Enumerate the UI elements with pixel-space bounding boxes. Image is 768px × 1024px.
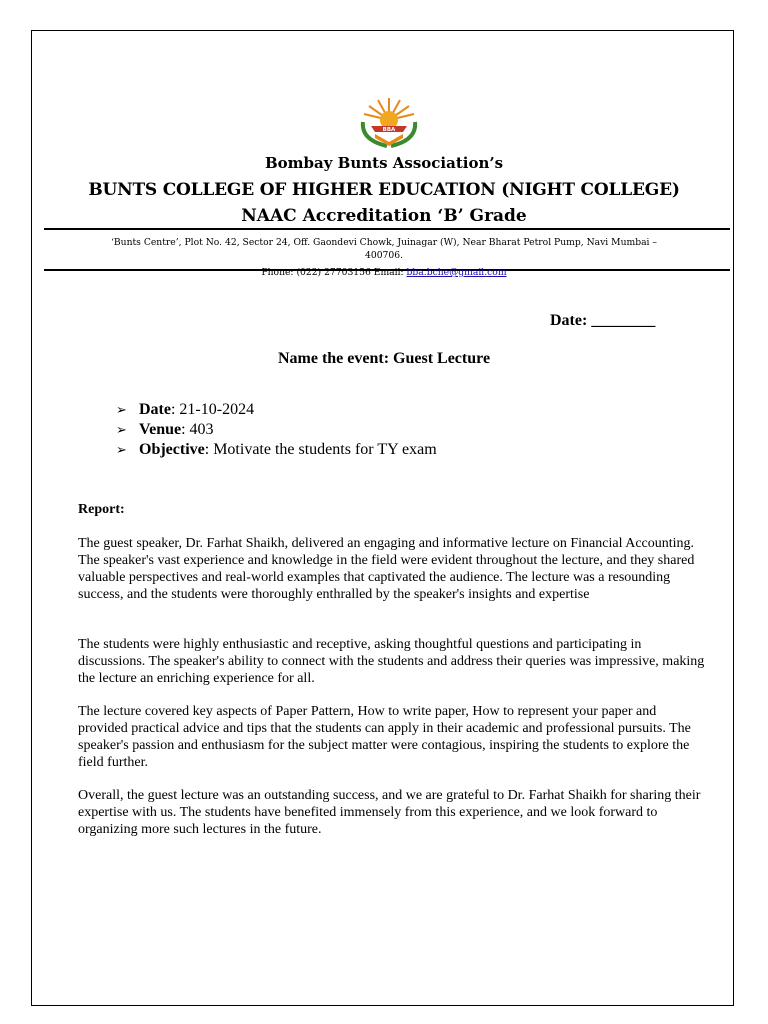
college-name: BUNTS COLLEGE OF HIGHER EDUCATION (NIGHT COLLEGE) bbox=[88, 180, 680, 200]
detail-objective bbox=[116, 440, 437, 460]
association-name: Bombay Bunts Association’s bbox=[264, 154, 504, 172]
detail-label: Venue bbox=[139, 421, 182, 438]
report-heading: Report: bbox=[78, 502, 125, 517]
logo-text: BBA bbox=[382, 127, 396, 133]
report-paragraph-2: The students were highly enthusiastic and receptive, asking thoughtful questions and participating in discussions. The speaker's ability to connect with the students and address their queries was impressive, making the lecture an enriching experience for all. bbox=[78, 637, 705, 686]
detail-label: Objective bbox=[139, 441, 205, 458]
detail-label: Date bbox=[139, 401, 171, 418]
arrow-bullet-icon: ➢ bbox=[116, 423, 127, 438]
detail-value: : 403 bbox=[181, 421, 214, 438]
header-rule-top bbox=[44, 228, 730, 230]
date-field: Date: ________ bbox=[550, 312, 656, 329]
event-details bbox=[116, 400, 437, 460]
detail-value: : Motivate the students for TY exam bbox=[204, 441, 437, 458]
page-border bbox=[31, 30, 734, 1006]
address bbox=[90, 236, 678, 262]
detail-date bbox=[116, 400, 437, 420]
arrow-bullet-icon: ➢ bbox=[116, 443, 127, 458]
event-name: Name the event: Guest Lecture bbox=[277, 350, 491, 367]
phone: Phone: (022) 27703156 Email: bbox=[261, 267, 407, 278]
report-paragraph-4: Overall, the guest lecture was an outstanding success, and we are grateful to Dr. Farhat Shaikh for sharing their expertise with us. The students have benefited immensely from this experience, and we look forward to organizing more such lectures in the future. bbox=[78, 788, 701, 837]
arrow-bullet-icon: ➢ bbox=[116, 403, 127, 418]
email-link[interactable]: bba.bche@gmail.com bbox=[406, 267, 507, 278]
college-logo bbox=[357, 96, 421, 150]
report-paragraph-3: The lecture covered key aspects of Paper Pattern, How to write paper, How to represent your paper and provided practical advice and tips that the students can apply in their academic and professional pursuits. The speaker's passion and enthusiasm for the subject matter were contagious, inspiring the students to explore the field further. bbox=[78, 704, 691, 770]
report-paragraph-1: The guest speaker, Dr. Farhat Shaikh, delivered an engaging and informative lecture on Financial Accounting. The speaker's vast experience and knowledge in the field were evident throughout the lecture, and they shared valuable perspectives and real-world examples that captivated the audience. The lecture was a resounding success, and the students were thoroughly enthralled by the speaker's insights and expertise bbox=[78, 536, 695, 602]
address-line-1: ‘Bunts Centre’, Plot No. 42, Sector 24, Off. Gaondevi Chowk, Juinagar (W), Near Bharat Petrol Pump, Navi Mumbai – bbox=[110, 237, 658, 248]
detail-venue bbox=[116, 420, 437, 440]
address-line-2: 400706. bbox=[365, 250, 403, 261]
detail-value: : 21-10-2024 bbox=[170, 401, 255, 418]
accreditation: NAAC Accreditation ‘B’ Grade bbox=[241, 206, 527, 226]
contact-line bbox=[0, 267, 768, 278]
